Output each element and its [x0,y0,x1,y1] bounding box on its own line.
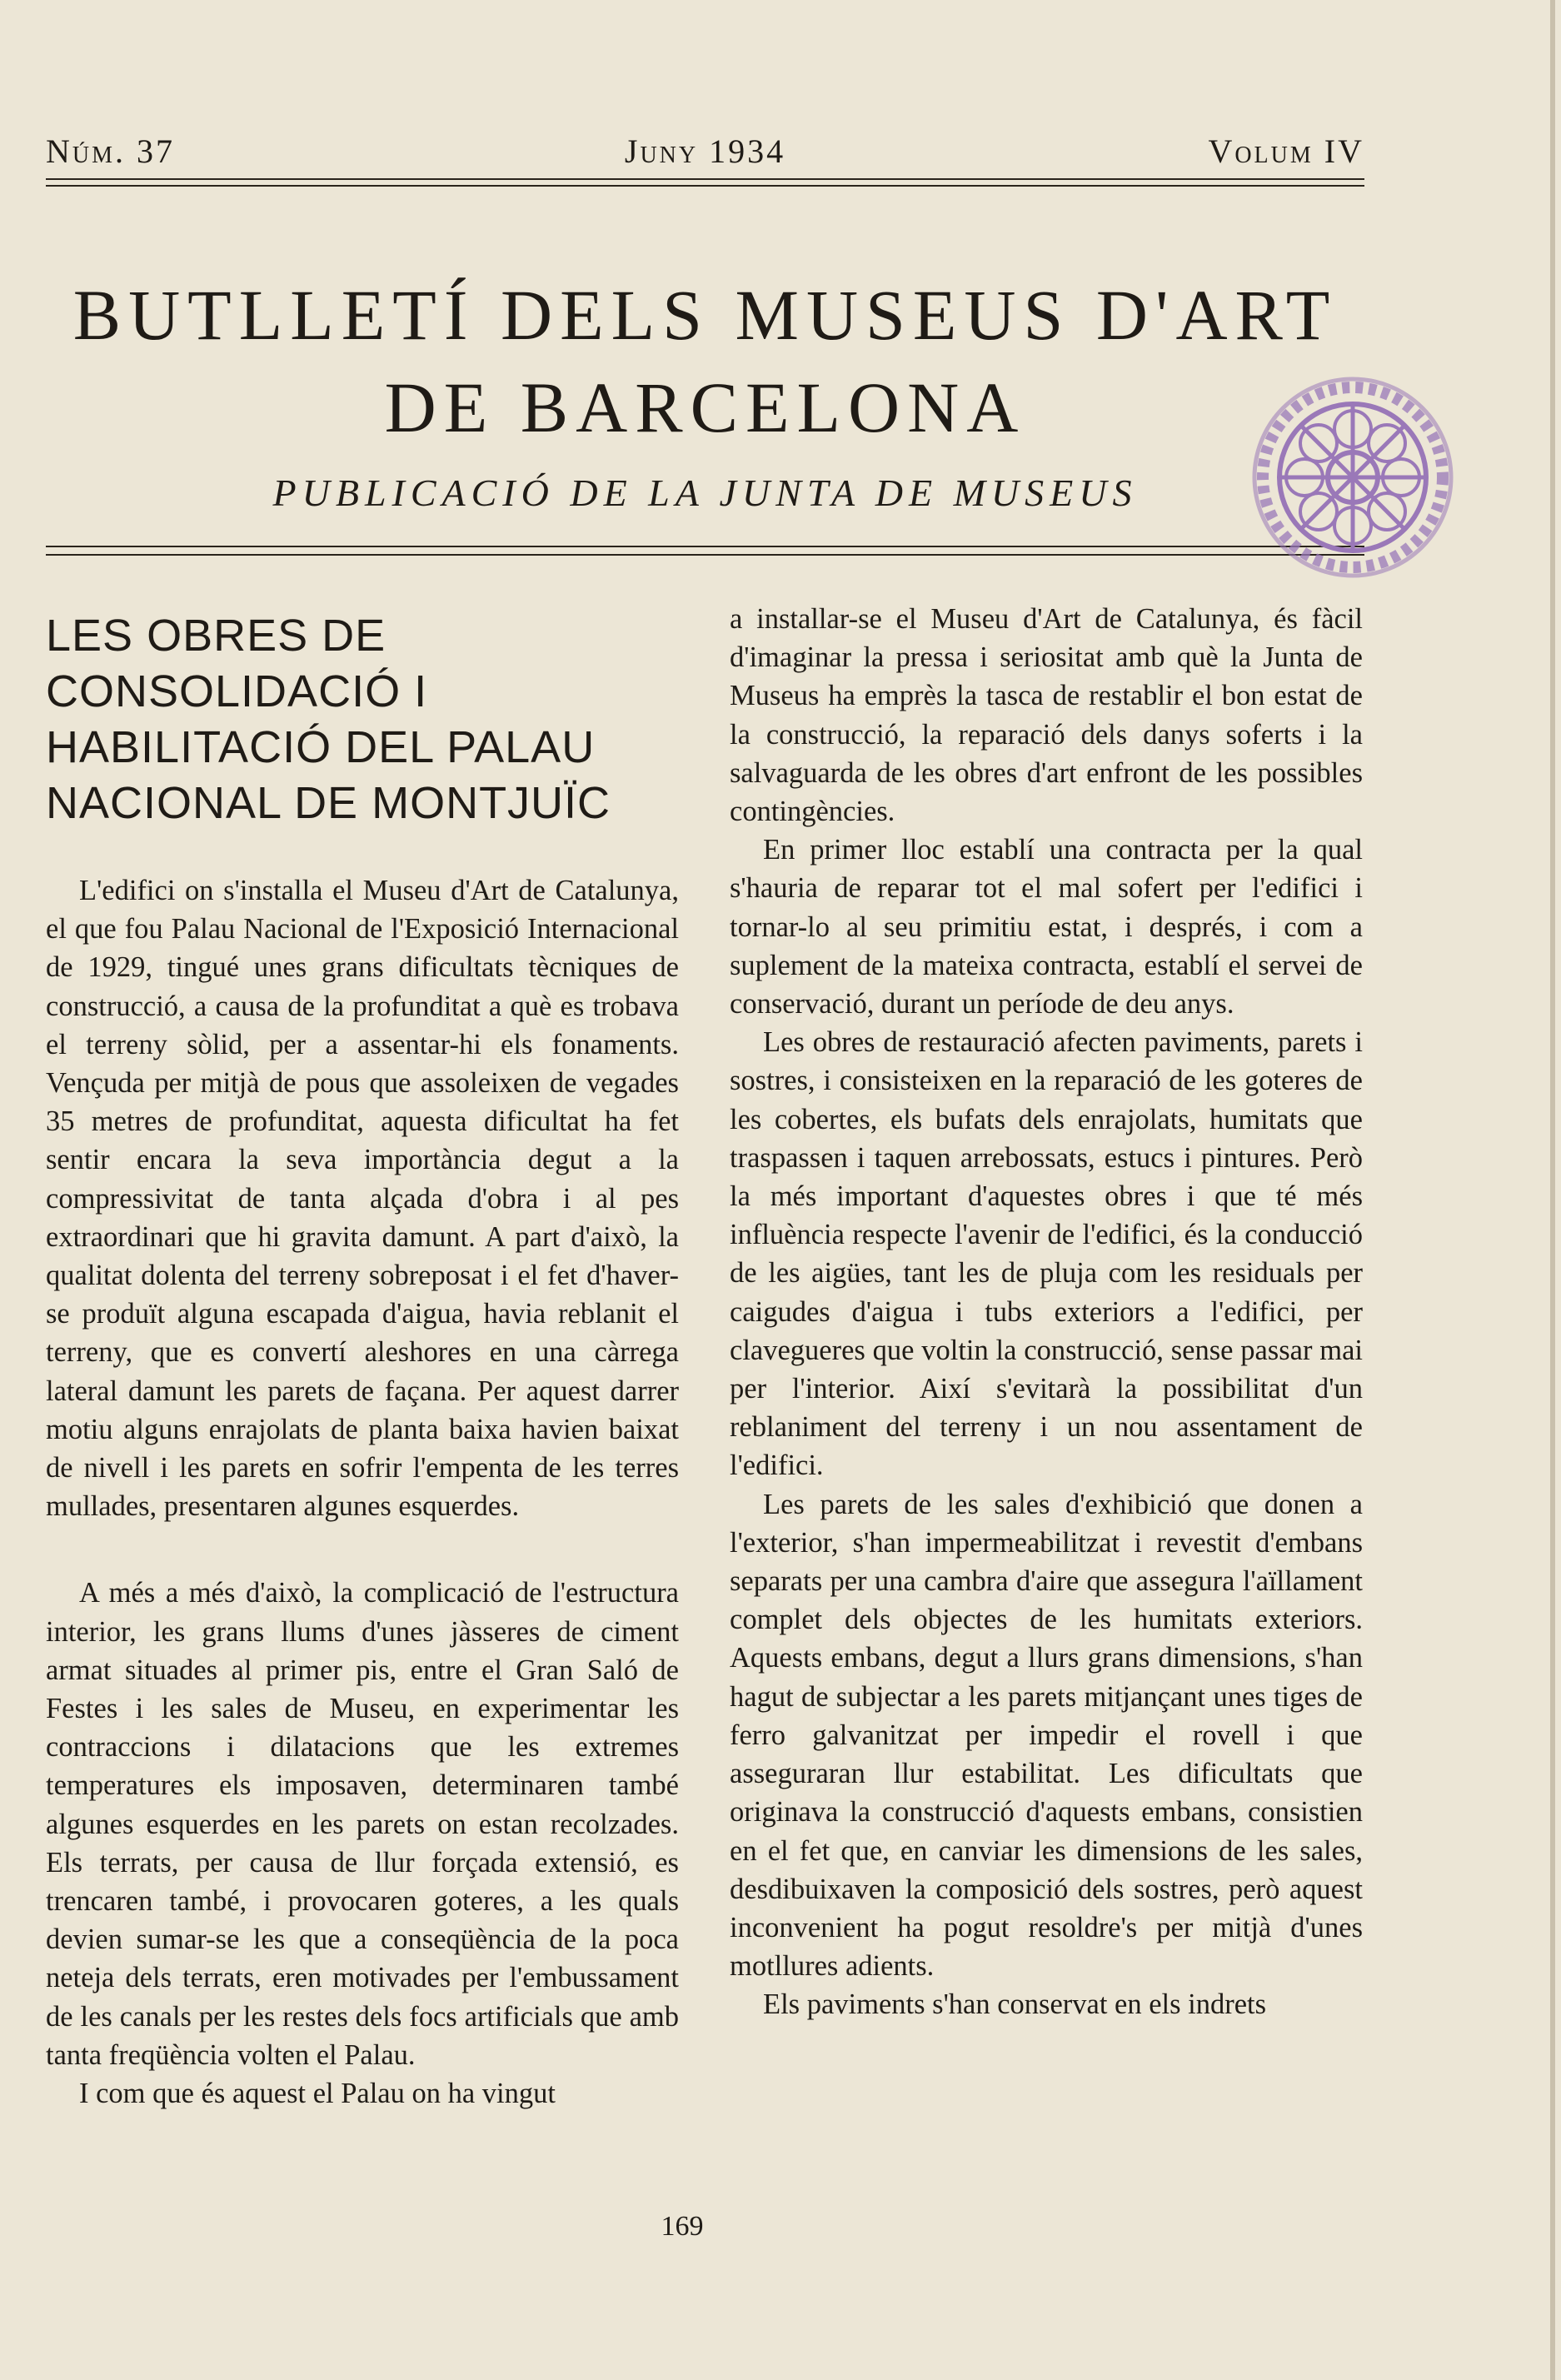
rose-window-library-stamp-icon [1235,360,1470,595]
article-column-right [730,600,1363,2024]
article-column-left [46,600,679,2113]
journal-subtitle: PUBLICACIÓ DE LA JUNTA DE MUSEUS [272,472,1138,514]
paragraph: A més a més d'això, la complicació de l'estructura interior, les grans llums d'unes jàsseres de ciment armat situades al primer pis, entre el Gran Saló de Festes i les sales de Museu, en experimentar les contraccions i dilatacions que les extremes temperatures els imposaven, determinaren també algunes esquerdes en les parets on estan recolzades. Els terrats, per causa de llur forçada extensió, es trencaren també, i provocaren goteres, a les quals devien sumar-se les que a conseqüència de la poca neteja dels terrats, eren motivades per l'embussament de les canals per les restes dels focs artificials que amb tanta freqüència volten el Palau. [46,1577,679,2071]
paragraph: Les obres de restauració afecten paviments, parets i sostres, i consisteixen en la reparació de les goteres de les cobertes, els bufats dels enrajolats, humitats que traspassen i taquen arrebossats, estucs i pintures. Però la més important d'aquestes obres i que té més influència respecte l'avenir de l'edifici, és la conducció de les aigües, tant les de pluja com les residuals per caigudes d'aigua i tubs exteriors a l'edifici, per clavegueres que voltin la construcció, sense passar mai per l'interior. Així s'evitarà la possibilitat d'un reblaniment del terreny i un nou assentament de l'edifici. [730,1026,1363,1482]
journal-title-line1: BUTLLETÍ DELS MUSEUS D'ART [72,275,1338,355]
article-heading: LES OBRES DE CONSOLIDACIÓ I HABILITACIÓ DEL PALAU NACIONAL DE MONTJUÏC [46,611,611,828]
page-edge [1550,0,1555,2380]
page-number: 169 [661,2211,704,2242]
paragraph: Les parets de les sales d'exhibició que donen a l'exterior, s'han impermeabilitzat i revestit d'embans separats per una cambra d'aire que assegura l'aïllament complet dels objectes de les humitats exteriors. Aquests embans, degut a llurs grans dimensions, s'han hagut de subjectar a les parets mitjançant unes tiges de ferro galvanitzat per impedir el rovell i que asseguraran llur estabilitat. Les dificultats que originava la construcció d'aquests embans, consistien en el fet que, en canviar les dimensions de les sales, desdibuixaven la composició dels sostres, però aquest inconvenient ha pogut resoldre's per mitjà d'unes motllures adients. [730,1488,1363,1983]
header-rule-bottom [46,185,1364,187]
volume-number: Volum IV [1208,132,1364,170]
issue-number: Núm. 37 [46,132,176,170]
header-rule-top [46,178,1364,180]
paragraph: a installar-se el Museu d'Art de Catalunya, és fàcil d'imaginar la pressa i seriositat amb què la Junta de Museus ha emprès la tasca de restablir el bon estat de la construcció, la reparació dels danys soferts i la salvaguarda de les obres d'art enfront de les possibles contingències. [730,603,1363,828]
paragraph: L'edifici on s'installa el Museu d'Art de Catalunya, el que fou Palau Nacional de l'Exposició Internacional de 1929, tingué unes grans dificultats tècniques de construcció, a causa de la profunditat a què es trobava el terreny sòlid, per a assentar-hi els fonaments. Vençuda per mitjà de pous que assoleixen de vegades 35 metres de profunditat, aquesta dificultat ha fet sentir encara la seva importància degut a la compressivitat de tanta alçada d'obra i al pes extraordinari que hi gravita damunt. A part d'això, la qualitat dolenta del terreny sobreposat i el fet d'haver-se produït alguna escapada d'aigua, havia reblanit el terreny, que es convertí aleshores en una càrrega lateral damunt les parets de façana. Per aquest darrer motiu alguns enrajolats de planta baixa havien baixat de nivell i les parets en sofrir l'empenta de les terres mullades, presentaren algunes esquerdes. [46,875,679,1523]
paragraph: En primer lloc establí una contracta per la qual s'hauria de reparar tot el mal sofert per l'edifici i tornar-lo al seu primitiu estat, i després, i com a suplement de la mateixa contracta, establí el servei de conservació, durant un període de deu anys. [730,834,1363,1020]
masthead-rule-top [46,546,1364,547]
journal-title-line2: DE BARCELONA [384,367,1026,447]
paragraph: I com que és aquest el Palau on ha vingut [79,2078,556,2110]
masthead-rule-bottom [46,554,1364,556]
issue-date: Juny 1934 [624,132,786,170]
paragraph: Els paviments s'han conservat en els indrets [763,1988,1267,2021]
running-head [46,132,1364,173]
